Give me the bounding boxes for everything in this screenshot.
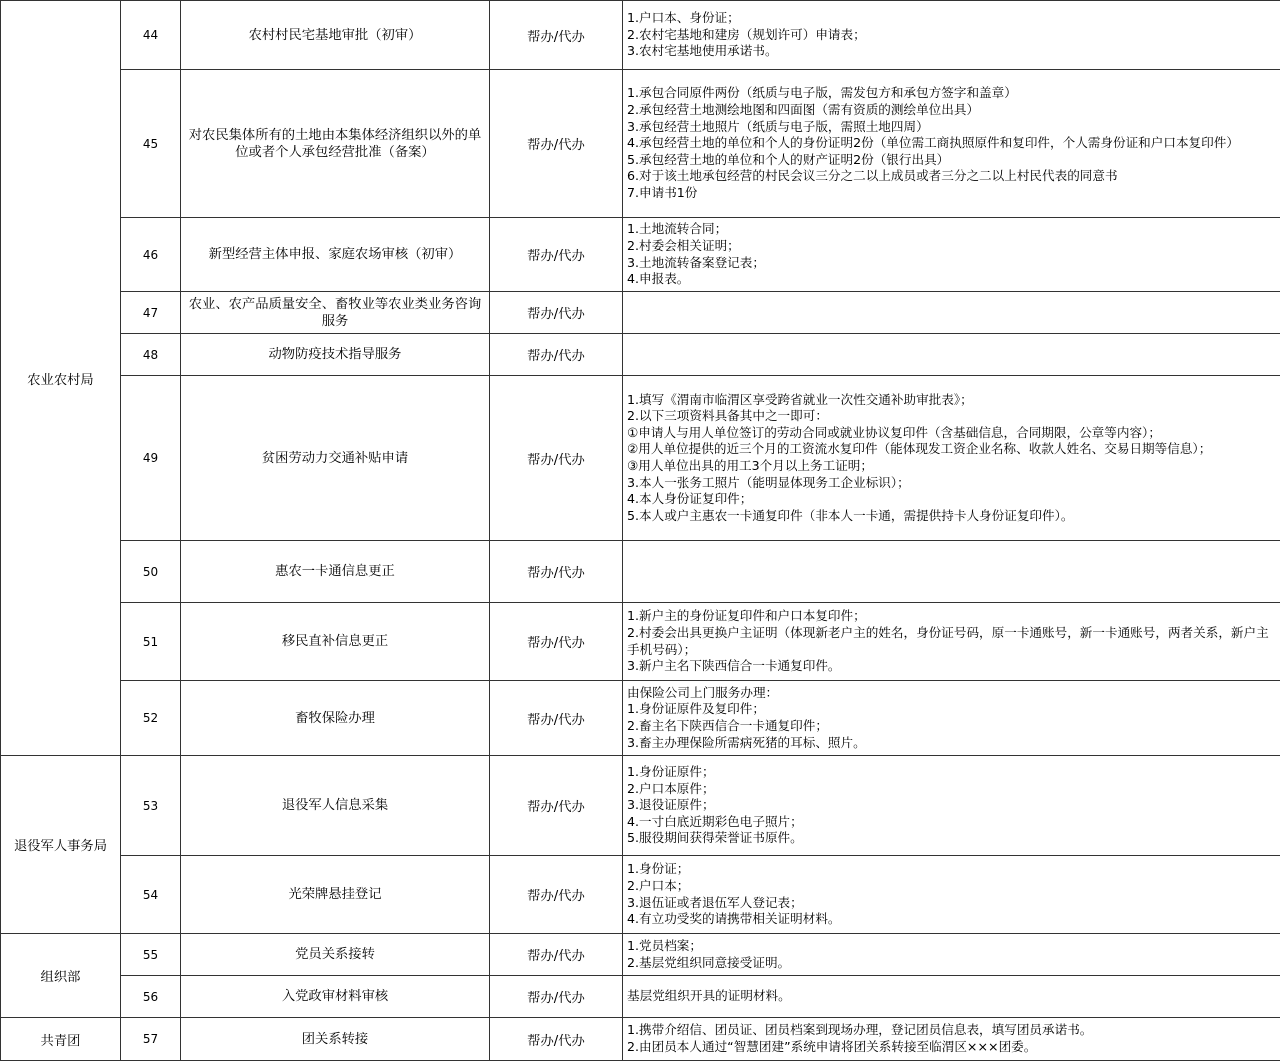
- requirement-line: 3.承包经营土地照片（纸质与电子版，需照土地四周）: [627, 119, 1276, 136]
- item-number: 56: [121, 976, 181, 1018]
- service-mode: 帮办/代办: [490, 292, 623, 334]
- service-mode: 帮办/代办: [490, 856, 623, 934]
- requirement-line: 1.身份证；: [627, 861, 1276, 878]
- item-name: 新型经营主体申报、家庭农场审核（初审）: [181, 218, 490, 292]
- service-mode: 帮办/代办: [490, 70, 623, 218]
- item-name: 团关系转接: [181, 1018, 490, 1061]
- requirement-line: 6.对于该土地承包经营的村民会议三分之二以上成员或者三分之二以上村民代表的同意书: [627, 168, 1276, 185]
- requirements-cell: [623, 376, 1280, 541]
- service-mode: 帮办/代办: [490, 376, 623, 541]
- requirement-line: 3.土地流转备案登记表；: [627, 255, 1276, 272]
- requirement-line: 4.有立功受奖的请携带相关证明材料。: [627, 911, 1276, 928]
- requirements-cell: [623, 1, 1280, 70]
- requirement-line: 2.基层党组织同意接受证明。: [627, 955, 1276, 972]
- requirement-line: 1.新户主的身份证复印件和户口本复印件；: [627, 608, 1276, 625]
- service-mode: 帮办/代办: [490, 334, 623, 376]
- item-name: 入党政审材料审核: [181, 976, 490, 1018]
- requirement-line: 2.畜主名下陕西信合一卡通复印件；: [627, 718, 1276, 735]
- item-name: 惠农一卡通信息更正: [181, 541, 490, 603]
- table-row: [1, 681, 1280, 756]
- requirement-line: 3.退役证原件；: [627, 797, 1276, 814]
- table-row: [1, 603, 1280, 681]
- item-number: 44: [121, 1, 181, 70]
- table-row: [1, 1018, 1280, 1061]
- item-number: 57: [121, 1018, 181, 1061]
- requirement-line: 3.农村宅基地使用承诺书。: [627, 43, 1276, 60]
- requirement-line: ②用人单位提供的近三个月的工资流水复印件（能体现发工资企业名称、收款人姓名、交易日期等信息）；: [627, 441, 1276, 458]
- item-name: 移民直补信息更正: [181, 603, 490, 681]
- service-mode: 帮办/代办: [490, 934, 623, 976]
- table-row: [1, 976, 1280, 1018]
- requirement-line: 1.党员档案；: [627, 938, 1276, 955]
- requirement-line: 4.本人身份证复印件；: [627, 491, 1276, 508]
- item-name: 光荣牌悬挂登记: [181, 856, 490, 934]
- dept-youth-league: 共青团: [1, 1018, 121, 1061]
- service-mode: 帮办/代办: [490, 541, 623, 603]
- requirements-cell: [623, 603, 1280, 681]
- requirement-line: 1.土地流转合同；: [627, 221, 1276, 238]
- requirement-line: 2.村委会出具更换户主证明（体现新老户主的姓名，身份证号码，原一卡通账号，新一卡通账号，两者关系，新户主手机号码）；: [627, 625, 1276, 658]
- requirements-cell: [623, 218, 1280, 292]
- requirement-line: 3.畜主办理保险所需病死猪的耳标、照片。: [627, 735, 1276, 752]
- requirement-line: 1.身份证原件；: [627, 764, 1276, 781]
- dept-veterans: 退役军人事务局: [1, 756, 121, 934]
- requirements-cell: [623, 756, 1280, 856]
- service-mode: 帮办/代办: [490, 976, 623, 1018]
- item-name: 农业、农产品质量安全、畜牧业等农业类业务咨询服务: [181, 292, 490, 334]
- item-name: 动物防疫技术指导服务: [181, 334, 490, 376]
- requirements-cell: [623, 334, 1280, 376]
- requirement-line: 2.户口本原件；: [627, 781, 1276, 798]
- requirement-line: 2.户口本；: [627, 878, 1276, 895]
- requirement-line: 由保险公司上门服务办理：: [627, 685, 1276, 702]
- requirements-cell: [623, 934, 1280, 976]
- item-number: 46: [121, 218, 181, 292]
- table-row: [1, 334, 1280, 376]
- item-name: 退役军人信息采集: [181, 756, 490, 856]
- requirement-line: 2.以下三项资料具备其中之一即可：: [627, 408, 1276, 425]
- item-number: 45: [121, 70, 181, 218]
- table-row: [1, 70, 1280, 218]
- item-number: 49: [121, 376, 181, 541]
- table-row: [1, 218, 1280, 292]
- service-mode: 帮办/代办: [490, 756, 623, 856]
- service-mode: 帮办/代办: [490, 681, 623, 756]
- requirement-line: 2.村委会相关证明；: [627, 238, 1276, 255]
- item-number: 48: [121, 334, 181, 376]
- item-number: 50: [121, 541, 181, 603]
- requirements-cell: [623, 541, 1280, 603]
- requirement-line: 基层党组织开具的证明材料。: [627, 988, 1276, 1005]
- requirement-line: 3.退伍证或者退伍军人登记表；: [627, 895, 1276, 912]
- item-name: 农村村民宅基地审批（初审）: [181, 1, 490, 70]
- dept-organization: 组织部: [1, 934, 121, 1018]
- table-row: [1, 292, 1280, 334]
- item-name: 贫困劳动力交通补贴申请: [181, 376, 490, 541]
- table-row: [1, 541, 1280, 603]
- dept-agriculture: 农业农村局: [1, 1, 121, 756]
- requirement-line: ③用人单位出具的用工3个月以上务工证明；: [627, 458, 1276, 475]
- requirement-line: 3.新户主名下陕西信合一卡通复印件。: [627, 658, 1276, 675]
- requirement-line: 1.携带介绍信、团员证、团员档案到现场办理，登记团员信息表，填写团员承诺书。: [627, 1022, 1276, 1039]
- item-name: 畜牧保险办理: [181, 681, 490, 756]
- requirement-line: 5.承包经营土地的单位和个人的财产证明2份（银行出具）: [627, 152, 1276, 169]
- requirement-line: ①申请人与用人单位签订的劳动合同或就业协议复印件（含基础信息，合同期限，公章等内容）；: [627, 425, 1276, 442]
- item-number: 47: [121, 292, 181, 334]
- requirements-cell: [623, 70, 1280, 218]
- service-mode: 帮办/代办: [490, 1, 623, 70]
- requirements-cell: [623, 976, 1280, 1018]
- service-mode: 帮办/代办: [490, 603, 623, 681]
- requirement-line: 1.身份证原件及复印件；: [627, 701, 1276, 718]
- table-row: [1, 856, 1280, 934]
- table-row: [1, 756, 1280, 856]
- requirement-line: 5.服役期间获得荣誉证书原件。: [627, 830, 1276, 847]
- requirement-line: 1.户口本、身份证；: [627, 10, 1276, 27]
- requirement-line: 1.填写《渭南市临渭区享受跨省就业一次性交通补助审批表》；: [627, 392, 1276, 409]
- requirement-line: 4.一寸白底近期彩色电子照片；: [627, 814, 1276, 831]
- requirement-line: 5.本人或户主惠农一卡通复印件（非本人一卡通，需提供持卡人身份证复印件）。: [627, 508, 1276, 525]
- item-number: 54: [121, 856, 181, 934]
- service-mode: 帮办/代办: [490, 1018, 623, 1061]
- item-name: 党员关系接转: [181, 934, 490, 976]
- requirement-line: 4.申报表。: [627, 271, 1276, 288]
- item-name: 对农民集体所有的土地由本集体经济组织以外的单位或者个人承包经营批准（备案）: [181, 70, 490, 218]
- requirements-cell: [623, 681, 1280, 756]
- table-row: [1, 934, 1280, 976]
- requirement-line: 7.申请书1份: [627, 185, 1276, 202]
- requirement-line: 3.本人一张务工照片（能明显体现务工企业标识）；: [627, 475, 1276, 492]
- requirement-line: 1.承包合同原件两份（纸质与电子版，需发包方和承包方签字和盖章）: [627, 85, 1276, 102]
- requirement-line: 4.承包经营土地的单位和个人的身份证明2份（单位需工商执照原件和复印件，个人需身份证和户口本复印件）: [627, 135, 1276, 152]
- item-number: 51: [121, 603, 181, 681]
- requirements-cell: [623, 856, 1280, 934]
- requirement-line: 2.承包经营土地测绘地图和四面图（需有资质的测绘单位出具）: [627, 102, 1276, 119]
- table-row: [1, 1, 1280, 70]
- table-row: [1, 376, 1280, 541]
- service-mode: 帮办/代办: [490, 218, 623, 292]
- requirements-cell: [623, 292, 1280, 334]
- item-number: 55: [121, 934, 181, 976]
- item-number: 52: [121, 681, 181, 756]
- item-number: 53: [121, 756, 181, 856]
- requirement-line: 2.农村宅基地和建房（规划许可）申请表；: [627, 27, 1276, 44]
- requirement-line: 2.由团员本人通过“智慧团建”系统申请将团关系转接至临渭区×××团委。: [627, 1039, 1276, 1056]
- requirements-cell: [623, 1018, 1280, 1061]
